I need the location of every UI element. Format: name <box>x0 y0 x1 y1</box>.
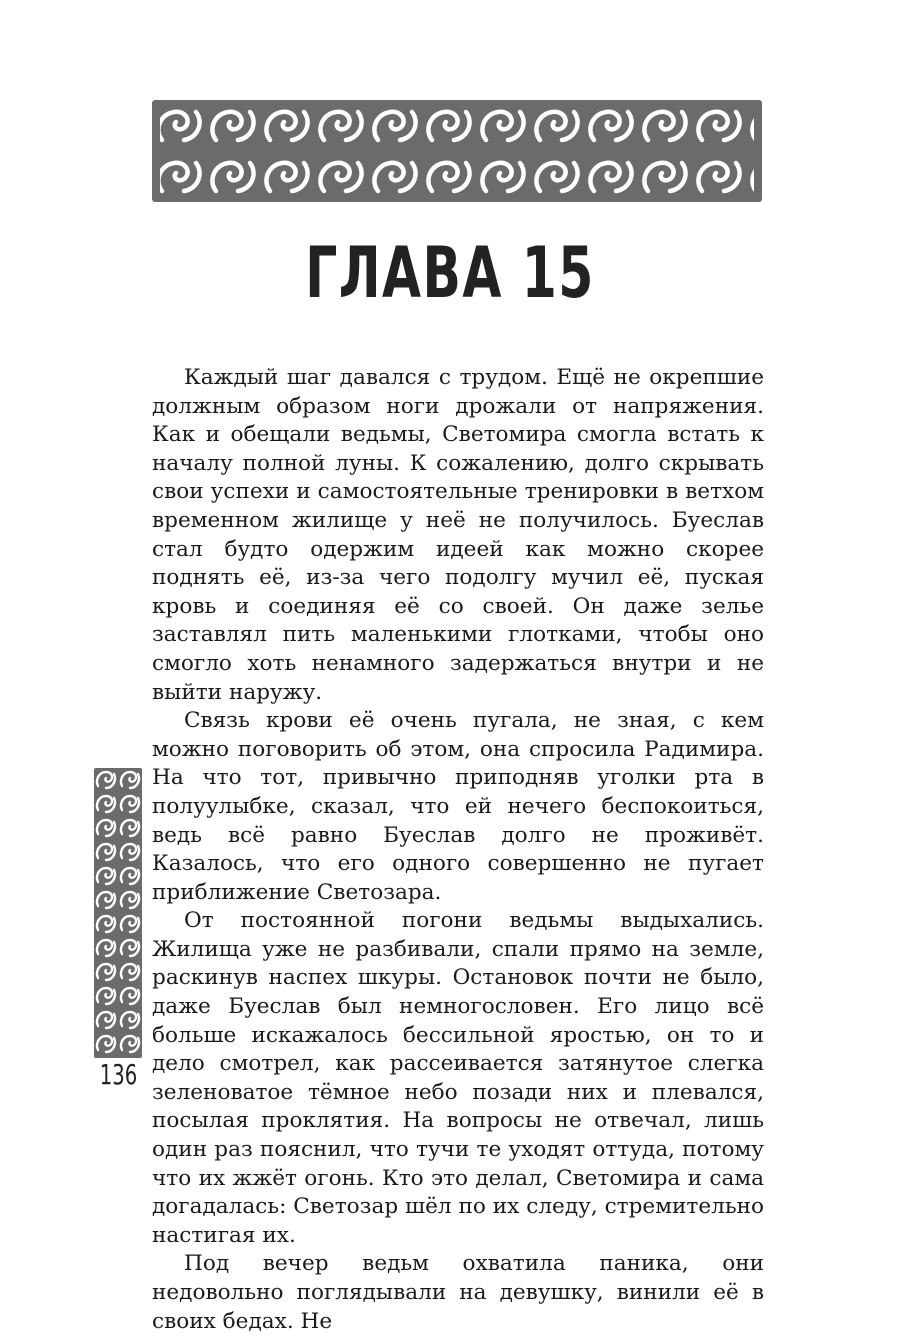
paragraph: Под вечер ведьм охватила паника, они недовольно поглядывали на девушку, винили её в своих бедах. Не <box>152 1251 764 1334</box>
paragraph: Связь крови её очень пугала, не зная, с кем можно поговорить об этом, она спросила Радимира. На что тот, привычно приподняв уголки рта в полуулыбке, сказал, что ей нечего беспокоиться, ведь всё равно Буеслав долго не проживёт. Казалось, что его одного совершенно не пугает приближение Светозара. <box>152 708 764 905</box>
ornament-column-icon <box>94 768 142 1058</box>
paragraph: От постоянной погони ведьмы выдыхались. Жилища уже не разбивали, спали прямо на земле, раскинув наспех шкуры. Остановок почти не было, даже Буеслав был немногословен. Его лицо всё больше искажалось бессильной яростью, он то и дело смотрел, как рассеивается затянутое слегка зеленоватое тёмное небо позади них и плевался, посылая проклятия. На вопросы не отвечал, лишь один раз пояснил, что тучи те уходят оттуда, потому что их жжёт огонь. Кто это делал, Светомира и сама догадалась: Светозар шёл по их следу, стремительно настигая их. <box>152 908 764 1248</box>
ornament-band-icon <box>152 100 762 202</box>
chapter-title: ГЛАВА 15 <box>305 232 595 314</box>
paragraph: Каждый шаг давался с трудом. Ещё не окрепшие должным образом ноги дрожали от напряжения. Как и обещали ведьмы, Светомира смогла встать к началу полной луны. К сожалению, долго скрывать свои успехи и самостоятельные тренировки в ветхом временном жилище у неё не получилось. Буеслав стал будто одержим идеей как можно скорее поднять её, из-за чего подолгу мучил её, пуская кровь и соединяя её со своей. Он даже зелье заставлял пить маленькими глотками, чтобы оно смогло хоть ненамного задержаться внутри и не выйти наружу. <box>152 365 764 705</box>
chapter-body <box>152 364 764 1336</box>
page-number: 136 <box>99 1058 138 1091</box>
